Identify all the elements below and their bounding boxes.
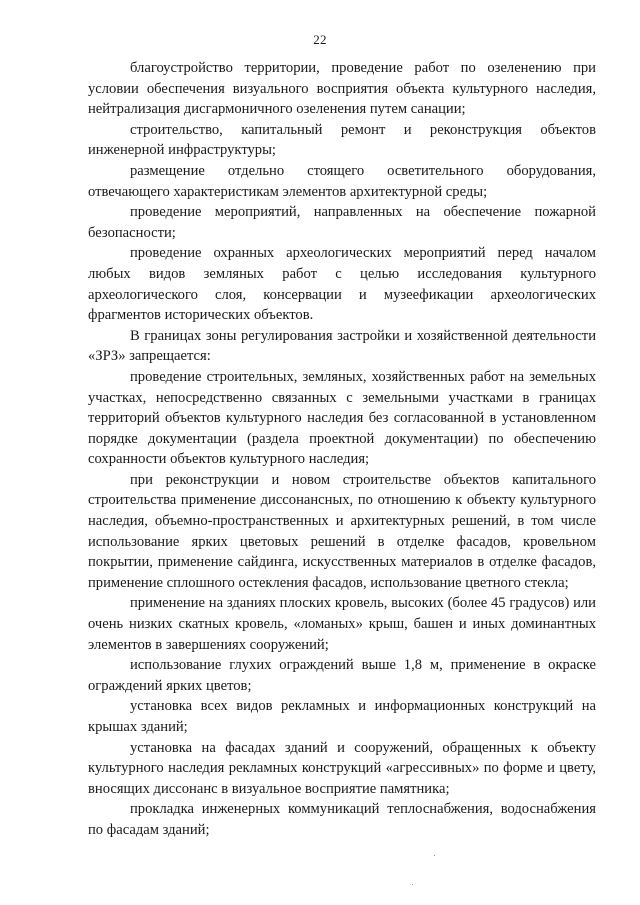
paragraph: проведение охранных археологических мероприятий перед началом любых видов земляных работ с целью исследования культурного археологического слоя, консервации и музеефикации археологических фрагментов исторических объектов. (88, 245, 596, 324)
paragraph: установка на фасадах зданий и сооружений, обращенных к объекту культурного наследия рекламных конструкций «агрессивных» по форме и цвету, вносящих диссонанс в визуальное восприятие памятника; (88, 739, 596, 797)
paragraph: благоустройство территории, проведение работ по озеленению при условии обеспечения визуального восприятия объекта культурного наследия, нейтрализация дисгармоничного озеленения путем санации; (88, 60, 596, 118)
paragraph: установка всех видов рекламных и информационных конструкций на крышах зданий; (88, 698, 596, 735)
paragraph: проведение строительных, земляных, хозяйственных работ на земельных участках, непосредственно связанных с земельными участками в границах территорий объектов культурного наследия без согласованной в установленном порядке документации (раздела проектной документации) по обеспечению сохранности объектов культурного наследия; (88, 368, 596, 468)
scan-speck (434, 855, 435, 856)
paragraph: использование глухих ограждений выше 1,8 м, применение в окраске ограждений ярких цветов; (88, 657, 596, 694)
paragraph: строительство, капитальный ремонт и реконструкция объектов инженерной инфраструктуры; (88, 121, 596, 159)
document-body (88, 58, 596, 841)
paragraph: проведение мероприятий, направленных на обеспечение пожарной безопасности; (88, 204, 596, 241)
paragraph: при реконструкции и новом строительстве объектов капитального строительства применение диссонансных, по отношению к объекту культурного наследия, объемно-пространственных и архитектурных решений, в том числе использование ярких цветовых решений в отделке фасадов, кровельном покрытии, применение сайдинга, искусственных материалов в отделке фасадов, применение сплошного остекления фасадов, использование цветного стекла; (88, 471, 596, 591)
paragraph: применение на зданиях плоских кровель, высоких (более 45 градусов) или очень низких скатных кровель, «ломаных» крыш, башен и иных доминантных элементов в завершениях сооружений; (88, 595, 596, 653)
paragraph: прокладка инженерных коммуникаций теплоснабжения, водоснабжения по фасадам зданий; (88, 801, 596, 838)
paragraph: размещение отдельно стоящего осветительного оборудования, отвечающего характеристикам элементов архитектурной среды; (88, 162, 596, 200)
page-number: 22 (313, 32, 327, 47)
scan-speck (412, 884, 413, 885)
paragraph: В границах зоны регулирования застройки и хозяйственной деятельности «ЗРЗ» запрещается: (88, 327, 596, 365)
